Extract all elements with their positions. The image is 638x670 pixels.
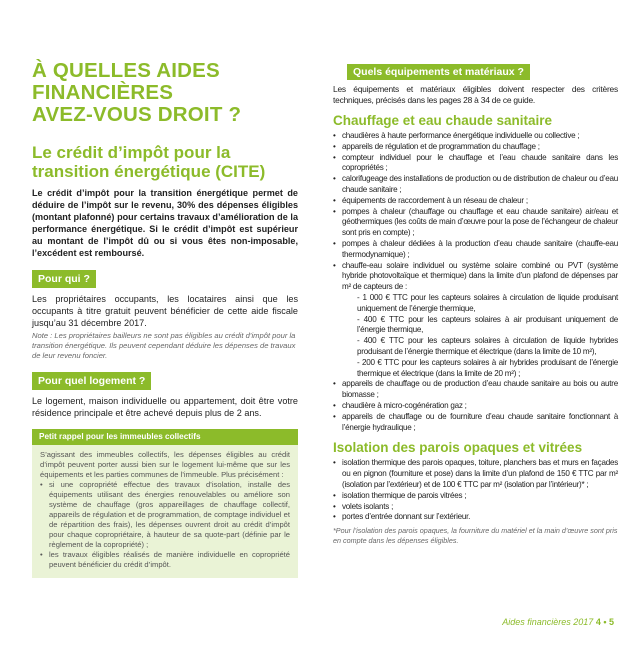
pour-qui-note: Note : Les propriétaires bailleurs ne sont pas éligibles au crédit d’impôt pour la transition énergétique. Ils peuvent cependant déduire les dépenses de travaux de leur revenu foncier. [32,331,296,360]
bullet-icon: • [40,480,43,489]
list-item: • calorifugeage des installations de production ou de distribution de chaleur ou d’eau chaude sanitaire ; [333,174,618,194]
sub-list-item: - 400 € TTC pour les capteurs solaires à circulation de liquide hybrides produisant de l’énergie thermique et électrique (dans la limite de 10 m²), [357,336,618,356]
bullet-icon: • [333,379,336,389]
bullet-icon: • [333,512,336,522]
rappel-box-text: S’agissant des immeubles collectifs, les dépenses éligibles au crédit d’impôt peuvent porter aussi bien sur le logement lui-même que sur les équipements et les parties communes de l’immeuble. Plus précisément : [40,450,290,479]
chauffage-title: Chauffage et eau chaude sanitaire [333,113,553,128]
plafond-sub-list [342,293,618,379]
list-item: • pompes à chaleur dédiées à la production d’eau chaude sanitaire (chauffe-eau thermodynamique) ; [333,238,618,259]
bullet-icon: • [333,238,336,248]
list-item: • les travaux éligibles réalisés de manière individuelle en copropriété peuvent bénéficier du crédit d’impôt. [40,550,290,569]
rappel-box-list [40,480,290,570]
list-item: • pompes à chaleur (chauffage ou chauffage et eau chaude sanitaire) air/eau et géothermiques (les coûts de main d’œuvre pour la pose de l’échangeur de chaleur sont pris en compte) ; [333,206,618,238]
bullet-icon: • [333,458,336,468]
title-line-3: AVEZ-VOUS DROIT ? [32,103,242,126]
title-line-2: FINANCIÈRES [32,81,174,104]
page-title [32,60,298,126]
rappel-box [32,429,298,578]
left-column [32,60,298,578]
list-item: • isolation thermique des parois opaques, toiture, planchers bas et murs en façades ou en pignon (fourniture et pose) dans la limite d’un plafond de 150 € TTC par m² (isolation par l’extérieur) et de 100 € TTC par m² (isolation par l’intérieur)* ; [333,458,618,489]
intro-paragraph: Le crédit d’impôt pour la transition énergétique permet de déduire de l’impôt sur le revenu, 30% des dépenses éligibles (montant plafonné) pour certains travaux d’amélioration de la performance énergétique. Si le crédit d’impôt est supérieur au montant de l’impôt dû ou si vous êtes non-imposable, l’excédent est remboursé. [32,188,298,258]
rappel-box-header: Petit rappel pour les immeubles collectifs [32,429,298,445]
pour-qui-text: Les propriétaires occupants, les locataires ainsi que les occupants à titre gratuit peuvent bénéficier de cette aide fiscale jusqu’au 31 décembre 2017. [32,294,298,328]
pour-quel-logement-text: Le logement, maison individuelle ou appartement, doit être votre résidence principale et être achevé depuis plus de 2 ans. [32,396,298,418]
footer-text: Aides financières 2017 [502,617,594,627]
bullet-icon: • [333,490,336,500]
bullet-icon: • [333,206,336,216]
list-item: • chaudières à haute performance énergétique individuelle ou collective ; [333,131,580,140]
list-item: • appareils de chauffage ou de fourniture d’eau chaude sanitaire fonctionnant à l’énergie hydraulique ; [333,411,618,432]
bullet-icon: • [333,131,336,140]
list-item: • appareils de régulation et de programmation du chauffage ; [333,141,540,151]
list-item: • portes d’entrée donnant sur l’extérieur. [333,512,471,522]
sub-list-item: - 400 € TTC pour les capteurs solaires à air produisant uniquement de l’énergie thermique, [357,314,618,335]
bullet-icon: • [333,411,336,421]
list-item: • chauffe-eau solaire individuel ou système solaire combiné ou PVT (système hybride photovoltaïque et thermique) dans la limite d’un plafond de dépenses par m² de capteurs de : - 1 000 € TTC pour les capteurs solaires à circulation de liquide produisant uniquement de l’énergie thermique, - 400 € TTC pour les capteurs solaires à air produisant uniquement de l’énergie thermique, - 400 € TTC pour les capteurs solaires à circulation de liquide hybrides produisant de l’énergie thermique et électrique (dans la limite de 10 m²), - 200 € TTC pour les capteurs solaires à air hybrides produisant de l’énergie thermique et électrique (dans la limite de 20 m²) ; [333,260,618,378]
page-numbers: 4 • 5 [595,617,614,627]
list-item: • volets isolants ; [333,501,394,511]
isolation-title: Isolation des parois opaques et vitrées [333,440,583,456]
equipements-tag: Quels équipements et matériaux ? [347,64,530,80]
list-item: • compteur individuel pour le chauffage et l’eau chaude sanitaire dans les copropriétés ; [333,152,618,173]
rappel-box-body [32,445,298,570]
bullet-icon: • [333,174,336,184]
pour-qui-tag: Pour qui ? [32,270,96,288]
equipements-text: Les équipements et matériaux éligibles doivent respecter des critères techniques, précisés dans les pages 28 à 34 de ce guide. [333,84,618,105]
bullet-icon: • [333,501,336,511]
bullet-icon: • [333,260,336,270]
list-item: • chaudière à micro-cogénération gaz ; [333,400,467,410]
bullet-icon: • [40,550,43,559]
pour-quel-logement-tag: Pour quel logement ? [32,372,151,390]
bullet-icon: • [333,141,336,151]
chauffage-list [333,131,618,433]
list-item: • isolation thermique de parois vitrées ; [333,490,467,500]
isolation-footnote: *Pour l’isolation des parois opaques, la fourniture du matériel et la main d’œuvre sont pris en compte dans les dépenses éligibles. [333,526,618,545]
isolation-list [333,458,618,523]
bullet-icon: • [333,400,336,410]
list-item: • si une copropriété effectue des travaux d’isolation, installe des équipements utilisant des énergies renouvelables ou améliore son système de chauffage (gros appareillages de chauffage collectif, appareils de régulation et de programmation, de comptage individuel et de répartition des frais), les dépenses ouvrent droit au crédit d’impôt pour chaque copropriétaire, à hauteur de sa quote-part (définie par le règlement de la copropriété) ; [40,480,290,549]
sub-list-item: - 1 000 € TTC pour les capteurs solaires à circulation de liquide produisant uniquement de l’énergie thermique, [357,292,618,313]
cite-subtitle: Le crédit d’impôt pour la transition énergétique (CITE) [32,143,266,181]
bullet-icon: • [333,195,336,205]
title-line-1: À QUELLES AIDES [32,59,220,82]
list-item: • équipements de raccordement à un réseau de chaleur ; [333,195,528,205]
right-column [333,62,618,545]
sub-list-item: - 200 € TTC pour les capteurs solaires à air hybrides produisant de l’énergie thermique et électrique (dans la limite de 20 m²) ; [357,357,618,378]
list-item: • appareils de chauffage ou de production d’eau chaude sanitaire au bois ou autre biomasse ; [333,379,618,400]
bullet-icon: • [333,152,336,162]
page-footer [502,617,614,627]
